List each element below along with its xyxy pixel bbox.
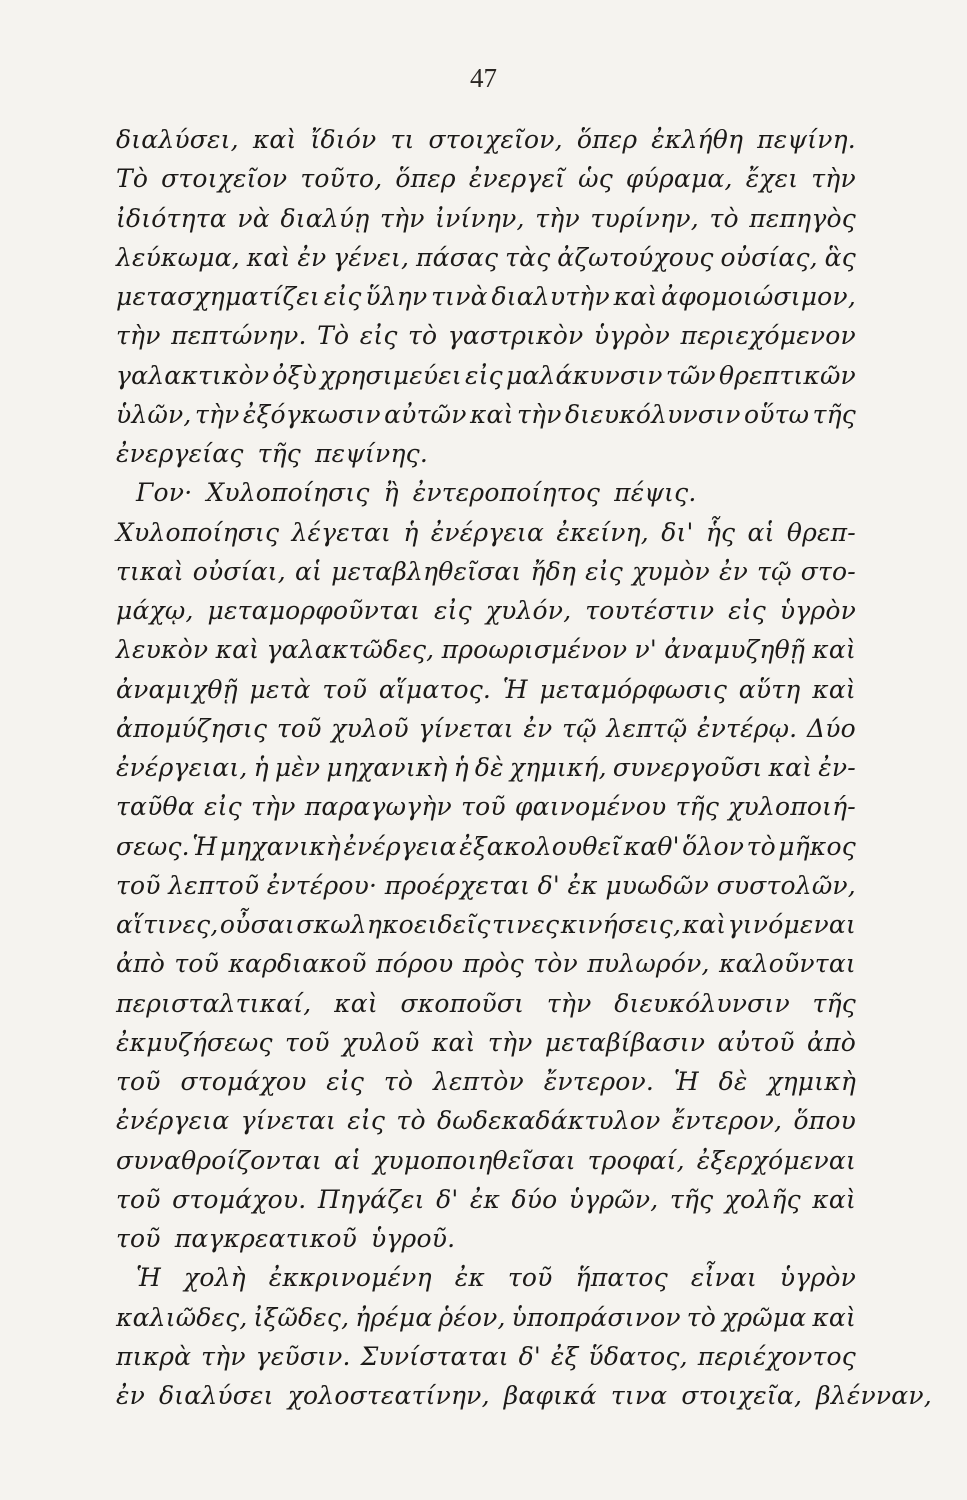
text-line: ἐνέργειαι, ἡ μὲν μηχανικὴ ἡ δὲ χημική, συνεργοῦσι καὶ ἐν- bbox=[116, 753, 856, 782]
text-line: ἐν διαλύσει χολοστεατίνην, βαφικά τινα στοιχεῖα, βλένναν, bbox=[116, 1381, 932, 1410]
text-line: τοῦ λεπτοῦ ἐντέρου· προέρχεται δ' ἐκ μυωδῶν συστολῶν, bbox=[116, 870, 856, 900]
body-text bbox=[116, 120, 932, 1415]
text-line: Γον· Χυλοποίησις ἢ ἐντεροποίητος πέψις. bbox=[136, 478, 697, 508]
text-line: περισταλτικαί, καὶ σκοποῦσι τὴν διευκόλυνσιν τῆς bbox=[116, 988, 856, 1018]
text-line: ἐνέργεια γίνεται εἰς τὸ δωδεκαδάκτυλον ἔντερον, ὅπου bbox=[116, 1106, 856, 1136]
text-line: Χυλοποίησις λέγεται ἡ ἐνέργεια ἐκείνη, δι' ἧς αἱ θρεπ- bbox=[116, 517, 856, 547]
text-line: τοῦ στομάχου. Πηγάζει δ' ἐκ δύο ὑγρῶν, τῆς χολῆς καὶ bbox=[116, 1184, 856, 1214]
text-line: συναθροίζονται αἱ χυμοποιηθεῖσαι τροφαί, ἐξερχόμεναι bbox=[116, 1145, 856, 1175]
text-line: σεως. Ἡ μηχανικὴ ἐνέργεια ἐξακολουθεῖ καθ' ὅλον τὸ μῆκος bbox=[116, 831, 856, 861]
text-line: λεύκωμα, καὶ ἐν γένει, πάσας τὰς ἀζωτούχους οὐσίας, ἃς bbox=[116, 242, 856, 272]
text-line: τὴν πεπτώνην. Τὸ εἰς τὸ γαστρικὸν ὑγρὸν περιεχόμενον bbox=[116, 321, 856, 351]
text-line: τικαὶ οὐσίαι, αἱ μεταβληθεῖσαι ἤδη εἰς χυμὸν ἐν τῷ στο- bbox=[116, 556, 856, 586]
text-line: ταῦθα εἰς τὴν παραγωγὴν τοῦ φαινομένου τῆς χυλοποιή- bbox=[116, 792, 856, 822]
text-line: μετασχηματίζει εἰς ὕλην τινὰ διαλυτὴν καὶ ἀφομοιώσιμον, bbox=[116, 282, 856, 311]
text-line: ἐνεργείας τῆς πεψίνης. bbox=[116, 439, 428, 468]
text-line: μάχῳ, μεταμορφοῦνται εἰς χυλόν, τουτέστιν εἰς ὑγρὸν bbox=[116, 596, 856, 625]
page-number: 47 bbox=[470, 63, 497, 93]
text-line: ἰδιότητα νὰ διαλύῃ τὴν ἰνίνην, τὴν τυρίνην, τὸ πεπηγὸς bbox=[116, 203, 856, 233]
text-line: αἵτινες, οὖσαι σκωληκοειδεῖς τινες κινήσεις, καὶ γινόμεναι bbox=[116, 910, 856, 939]
text-line: Ἡ χολὴ ἐκκρινομένη ἐκ τοῦ ἥπατος εἶναι ὑγρὸν bbox=[136, 1263, 856, 1293]
text-line: ἀπομύζησις τοῦ χυλοῦ γίνεται ἐν τῷ λεπτῷ ἐντέρῳ. Δύο bbox=[116, 713, 856, 743]
text-line: καλιῶδες, ἰξῶδες, ἠρέμα ῥέον, ὑποπράσινον τὸ χρῶμα καὶ bbox=[116, 1302, 856, 1332]
text-line: πικρὰ τὴν γεῦσιν. Συνίσταται δ' ἐξ ὕδατος, περιέχοντος bbox=[116, 1341, 856, 1371]
text-line: τοῦ στομάχου εἰς τὸ λεπτὸν ἔντερον. Ἡ δὲ χημικὴ bbox=[116, 1067, 856, 1096]
text-line: ἐκμυζήσεως τοῦ χυλοῦ καὶ τὴν μεταβίβασιν αὐτοῦ ἀπὸ bbox=[116, 1027, 856, 1057]
text-line: ἀπὸ τοῦ καρδιακοῦ πόρου πρὸς τὸν πυλωρόν, καλοῦνται bbox=[116, 949, 856, 979]
text-line: ἀναμιχθῇ μετὰ τοῦ αἵματος. Ἡ μεταμόρφωσις αὕτη καὶ bbox=[116, 674, 856, 704]
text-line: διαλύσει, καὶ ἴδιόν τι στοιχεῖον, ὅπερ ἐκλήθη πεψίνη. bbox=[116, 125, 856, 154]
text-line: λευκὸν καὶ γαλακτῶδες, προωρισμένον ν' ἀναμυζηθῇ καὶ bbox=[116, 635, 856, 665]
text-line: γαλακτικὸν ὀξὺ χρησιμεύει εἰς μαλάκυνσιν τῶν θρεπτικῶν bbox=[116, 360, 856, 390]
text-line: τοῦ παγκρεατικοῦ ὑγροῦ. bbox=[116, 1224, 456, 1253]
text-line: ὑλῶν, τὴν ἐξόγκωσιν αὐτῶν καὶ τὴν διευκόλυνσιν οὕτω τῆς bbox=[116, 399, 856, 429]
text-line: Τὸ στοιχεῖον τοῦτο, ὅπερ ἐνεργεῖ ὡς φύραμα, ἔχει τὴν bbox=[116, 164, 856, 194]
